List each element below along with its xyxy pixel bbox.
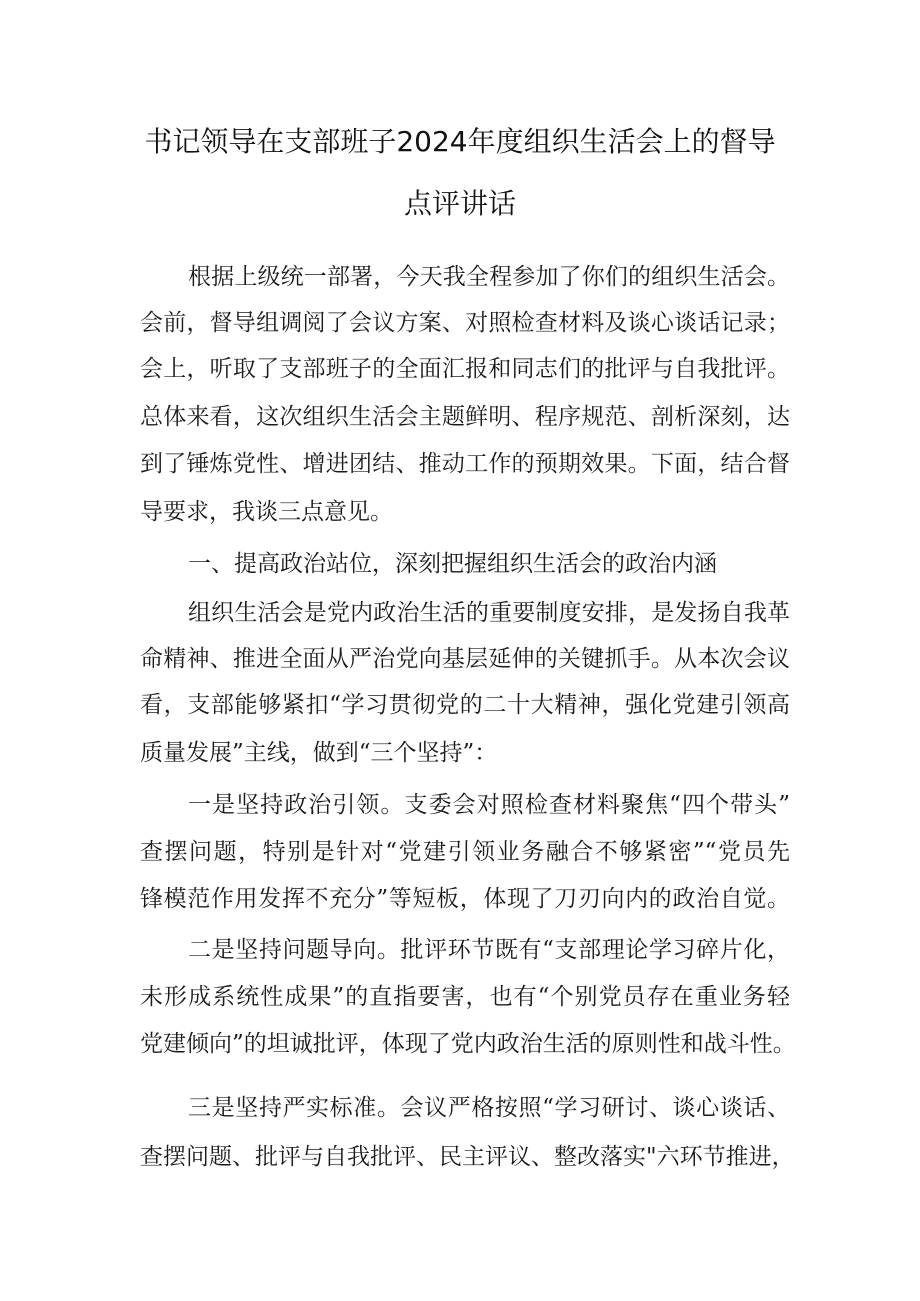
- paragraph-line: 党建倾向”的坦诚批评，体现了党内政治生活的原则性和战斗性。: [140, 1031, 796, 1057]
- paragraph-line: 会上，听取了支部班子的全面汇报和同志们的批评与自我批评。: [140, 356, 790, 382]
- paragraph-line: 三是坚持严实标准。会议严格按照“学习研讨、谈心谈话、: [188, 1095, 790, 1121]
- document-title-line-2: 点评讲话: [403, 187, 516, 220]
- paragraph-line: 导要求，我谈三点意见。: [140, 499, 393, 525]
- paragraph-line: 未形成系统性成果”的直指要害，也有“个别党员存在重业务轻: [140, 984, 790, 1010]
- paragraph-line: 查摆问题，特别是针对“党建引领业务融合不够紧密”“党员先: [140, 839, 790, 865]
- paragraph-line: 一是坚持政治引领。支委会对照检查材料聚焦“四个带头”: [188, 792, 790, 818]
- paragraph-line: 看，支部能够紧扣“学习贯彻党的二十大精神，强化党建引领高: [140, 692, 790, 718]
- paragraph-line: 质量发展”主线，做到“三个坚持”：: [140, 740, 498, 766]
- paragraph-line: 组织生活会是党内政治生活的重要制度安排，是发扬自我革: [188, 600, 790, 626]
- paragraph-line: 总体来看，这次组织生活会主题鲜明、程序规范、剖析深刻，达: [140, 404, 790, 430]
- paragraph-line: 二是坚持问题导向。批评环节既有“支部理论学习碎片化，: [188, 937, 790, 963]
- paragraph-line: 根据上级统一部署，今天我全程参加了你们的组织生活会。: [188, 264, 790, 290]
- paragraph-line: 锋模范作用发挥不充分”等短板，体现了刀刃向内的政治自觉。: [140, 886, 790, 912]
- paragraph-line: 到了锤炼党性、增进团结、推动工作的预期效果。下面，结合督: [140, 451, 790, 477]
- paragraph-line: 查摆问题、批评与自我批评、民主评议、整改落实"六环节推进，: [140, 1144, 795, 1170]
- document-title-line-1: 书记领导在支部班子2024年度组织生活会上的督导: [144, 125, 776, 158]
- section-heading: 一、提高政治站位，深刻把握组织生活会的政治内涵: [188, 551, 717, 577]
- paragraph-line: 命精神、推进全面从严治党向基层延伸的关键抓手。从本次会议: [140, 646, 790, 672]
- paragraph-line: 会前，督导组调阅了会议方案、对照检查材料及谈心谈话记录；: [140, 310, 790, 336]
